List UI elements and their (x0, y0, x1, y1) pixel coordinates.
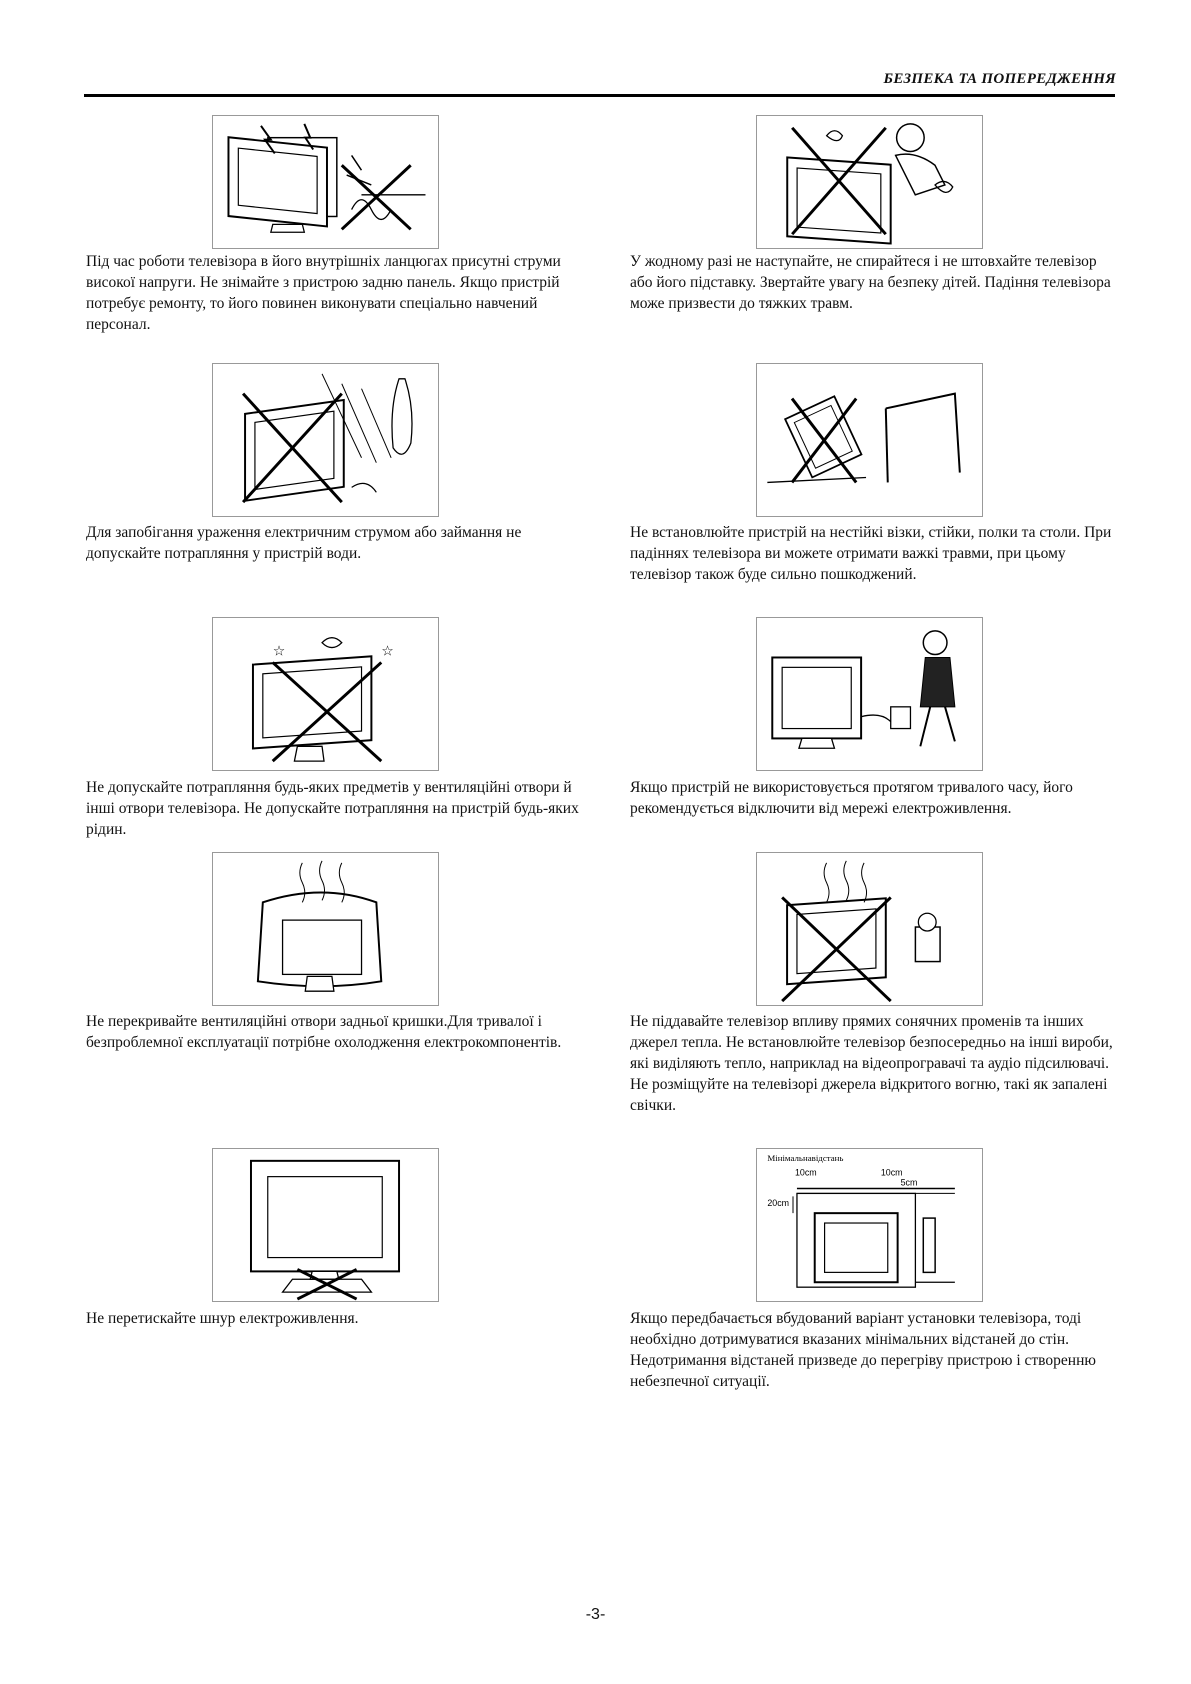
clearance-label-top-left: 10cm (794, 1167, 817, 1178)
safety-text-high-voltage: Під час роботи телевізора в його внутрішніх ланцюгах присутні струми високої напруги. Не знімайте з пристрою задню панель. Якщо пристрій потребує ремонту, то його повинен виконувати спеціально навчений персонал. (86, 253, 561, 333)
clearance-label-bottom: 20cm (767, 1198, 790, 1209)
no-water-illustration (212, 363, 439, 517)
ventilation-illustration (212, 852, 439, 1006)
clearance-label-top-right: 10cm (880, 1167, 903, 1178)
section-title: БЕЗПЕКА ТА ПОПЕРЕДЖЕННЯ (883, 71, 1116, 87)
safety-text-ventilation: Не перекривайте вентиляційні отвори задньої кришки.Для тривалої і безпроблемної експлуатації потрібне охолодження електрокомпонентів. (86, 1013, 562, 1051)
safety-text-unstable-surface: Не встановлюйте пристрій на нестійкі візки, стійки, полки та столи. При падіннях телевізора ви можете отримати важкі травми, при цьому телевізор також буде сильно пошкоджений. (630, 524, 1112, 583)
no-objects-illustration (212, 617, 439, 771)
clearance-title: Мінімальнавідстань (767, 1152, 844, 1163)
safety-text-no-objects: Не допускайте потрапляння будь-яких предметів у вентиляційні отвори й інші отвори телевізора. Не допускайте потрапляння на пристрій будь-яких рідин. (86, 779, 579, 838)
heat-sources-illustration (756, 852, 983, 1006)
do-not-lean-illustration (756, 115, 983, 249)
clearance-label-side: 5cm (900, 1177, 918, 1188)
header-rule (84, 94, 1115, 97)
unplug-illustration (756, 617, 983, 771)
clearance-diagram (756, 1148, 983, 1302)
svg-text:☆: ☆ (272, 643, 286, 659)
high-voltage-illustration (212, 115, 439, 249)
safety-text-power-cord: Не перетискайте шнур електроживлення. (86, 1310, 359, 1327)
safety-text-do-not-lean: У жодному разі не наступайте, не спирайтеся і не штовхайте телевізор або його підставку. Звертайте увагу на безпеку дітей. Падіння телевізора може призвести до тяжких травм. (630, 253, 1111, 312)
safety-text-built-in-clearance: Якщо передбачається вбудований варіант установки телевізора, тоді необхідно дотримуватися вказаних мінімальних відстаней до стін. Недотримання відстаней призведе до перегріву пристрою і створенню небезпечної ситуації. (630, 1310, 1096, 1390)
power-cord-illustration (212, 1148, 439, 1302)
unstable-surface-illustration (756, 363, 983, 517)
page-number: -3- (585, 1606, 606, 1623)
svg-text:☆: ☆ (381, 643, 394, 659)
safety-text-no-water: Для запобігання ураження електричним струмом або займання не допускайте потрапляння у пристрій води. (86, 524, 522, 562)
safety-text-heat-sources: Не піддавайте телевізор впливу прямих сонячних променів та інших джерел тепла. Не встановлюйте телевізор безпосередньо на інші вироби, які виділяють тепло, наприклад на відеопрогравачі та аудіо підсилювачі. Не розміщуйте на телевізорі джерела відкритого вогню, такі як запалені свічки. (630, 1013, 1113, 1114)
safety-text-unplug: Якщо пристрій не використовується протягом тривалого часу, його рекомендується відключити від мережі електроживлення. (630, 779, 1073, 817)
